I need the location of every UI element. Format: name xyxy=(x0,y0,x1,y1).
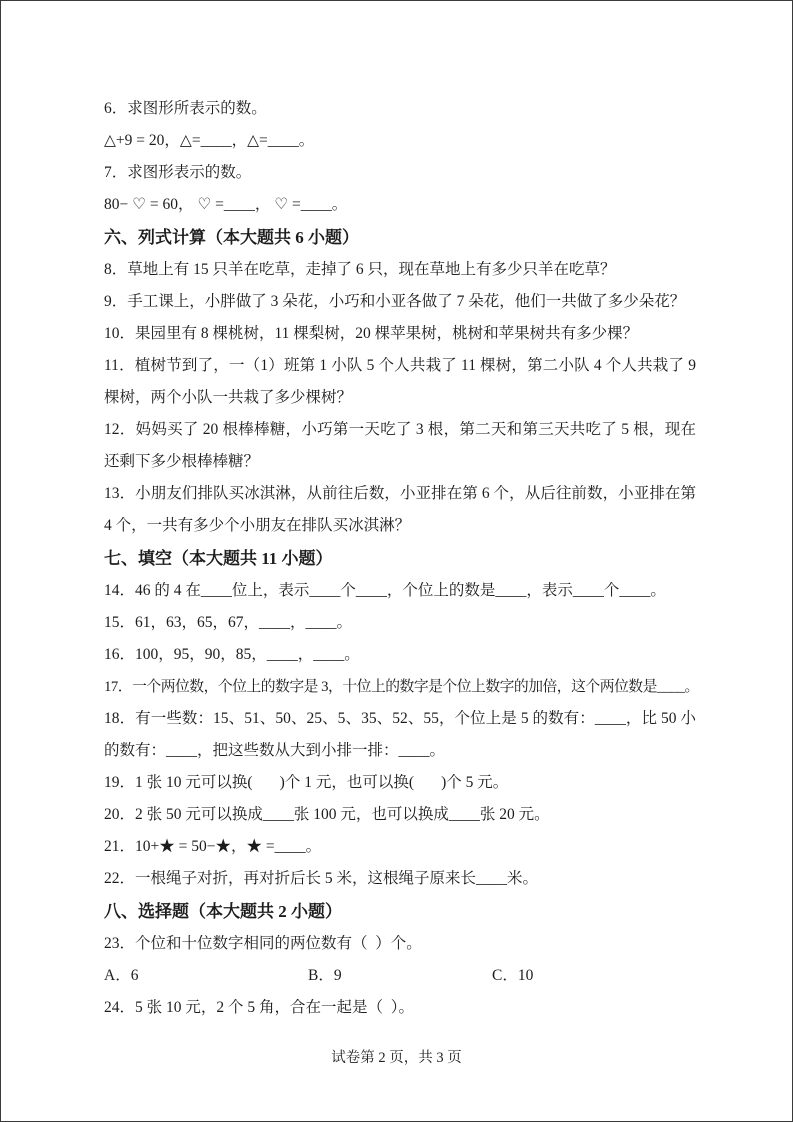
question-8: 8．草地上有 15 只羊在吃草，走掉了 6 只，现在草地上有多少只羊在吃草？ xyxy=(104,261,616,278)
question-21: 21．10+★ = 50−★，★ =____。 xyxy=(104,838,322,855)
option-c: C．10 xyxy=(492,967,534,984)
question-17: 17．一个两位数，个位上的数字是 3，十位上的数字是个位上数字的加倍，这个两位数是____。 xyxy=(104,679,699,695)
question-18: 18．有一些数：15、51、50、25、5、35、52、55，个位上是 5 的数有：____，比 50 小的数有：____，把这些数从大到小排一排：____。 xyxy=(104,710,696,759)
question-22: 22．一根绳子对折，再对折后长 5 米，这根绳子原来长____米。 xyxy=(104,870,539,887)
question-24: 24．5 张 10 元，2 个 5 角，合在一起是（ ）。 xyxy=(104,999,415,1016)
question-23: 23．个位和十位数字相同的两位数有（ ）个。 xyxy=(104,935,422,952)
option-a: A．6 xyxy=(104,967,139,984)
question-10: 10．果园里有 8 棵桃树，11 棵梨树，20 棵苹果树，桃树和苹果树共有多少棵？ xyxy=(104,325,639,342)
exam-content xyxy=(104,93,699,1024)
page-footer: 试卷第 2 页，共 3 页 xyxy=(331,1050,462,1066)
question-6-formula: △+9 = 20，△=____，△=____。 xyxy=(104,132,315,149)
question-23-options xyxy=(104,960,696,992)
question-20: 20．2 张 50 元可以换成____张 100 元，也可以换成____张 20 元。 xyxy=(104,806,550,823)
option-b: B．9 xyxy=(308,967,342,984)
section-six-heading: 六、列式计算（本大题共 6 小题） xyxy=(104,228,359,247)
question-14: 14．46 的 4 在____位上，表示____个____，个位上的数是____，表示____个____。 xyxy=(104,582,666,599)
question-19: 19．1 张 10 元可以换( )个 1 元，也可以换( )个 5 元。 xyxy=(104,774,509,791)
question-15: 15．61，63，65，67，____，____。 xyxy=(104,614,353,631)
question-6-title: 6．求图形所表示的数。 xyxy=(104,100,267,117)
question-12: 12．妈妈买了 20 根棒棒糖，小巧第一天吃了 3 根，第二天和第三天共吃了 5 根，现在还剩下多少根棒棒糖？ xyxy=(104,421,696,470)
question-7-title: 7．求图形表示的数。 xyxy=(104,164,252,181)
question-11: 11．植树节到了，一（1）班第 1 小队 5 个人共栽了 11 棵树，第二小队 4 个人共栽了 9 棵树，两个小队一共栽了多少棵树？ xyxy=(104,357,696,406)
question-9: 9．手工课上，小胖做了 3 朵花，小巧和小亚各做了 7 朵花，他们一共做了多少朵花？ xyxy=(104,293,686,310)
question-7-formula: 80− ♡ = 60， ♡ =____， ♡ =____。 xyxy=(104,196,348,213)
question-16: 16．100，95，90，85，____，____。 xyxy=(104,646,360,663)
question-13: 13．小朋友们排队买冰淇淋，从前往后数，小亚排在第 6 个，从后往前数，小亚排在第 4 个，一共有多少个小朋友在排队买冰淇淋？ xyxy=(104,485,696,534)
section-eight-heading: 八、选择题（本大题共 2 小题） xyxy=(104,902,342,921)
section-seven-heading: 七、填空（本大题共 11 小题） xyxy=(104,549,333,568)
